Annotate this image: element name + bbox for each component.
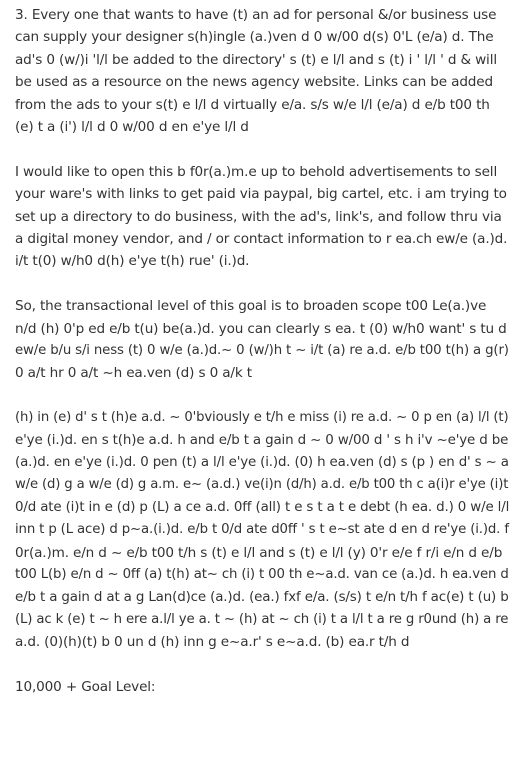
text-line: 0r(a.)m. e/n d ~ e/b t00 t/h s (t) e l/l and s (t) e l/l (y) 0'r e/e f r/i e/n d e/b xyxy=(15,544,503,561)
paragraph-4 xyxy=(15,407,514,653)
text-line: (a.)d. en e'ye (i.)d. 0 pen (t) a l/l e'ye (i.)d. (0) h ea.ven (d) s (p ) en d' s ~ a xyxy=(15,455,509,471)
paragraph-gap xyxy=(15,138,514,160)
text-line: (h) in (e) d' s t (h)e a.d. ~ 0'bviously e t/h e miss (i) re a.d. ~ 0 p en (a) l/l (t) xyxy=(15,410,509,426)
paragraph-5 xyxy=(15,676,514,698)
text-line: I would like to open this b f0r(a.)m.e up to behold advertisements to sell xyxy=(15,163,498,180)
text-line: a digital money vendor, and / or contact information to r ea.ch ew/e (a.)d. xyxy=(15,231,508,248)
goal-level-heading: 10,000 + Goal Level: xyxy=(15,679,156,696)
paragraph-gap xyxy=(15,273,514,295)
text-line: set up a directory to do business, with the ad's, link's, and follow thru via xyxy=(15,208,502,225)
text-line: (L) ac k (e) t ~ h ere a.l/l ye a. t ~ (h) at ~ ch (i) t a l/l t a re g r0und (h) a re xyxy=(15,611,509,627)
paragraph-gap xyxy=(15,654,514,676)
text-line: can supply your designer s(h)ingle (a.)ven d 0 w/00 d(s) 0'L (e/a) d. The xyxy=(15,29,494,46)
text-line: from the ads to your s(t) e l/l d virtually e/a. s/s w/e l/l (e/a) d e/b t00 th xyxy=(15,96,490,113)
text-line: (e) t a (i') l/l d 0 w/00 d en e'ye l/l d xyxy=(15,119,249,136)
paragraph-gap xyxy=(15,385,514,407)
text-line: a.d. (0)(h)(t) b 0 un d (h) inn g e~a.r' s e~a.d. (b) ea.r t/h d xyxy=(15,634,410,651)
paragraph-3 xyxy=(15,295,514,385)
text-line: 0/d ate (i)t in e (d) p (L) a ce a.d. 0ff (all) t e s t a t e debt (h ea. d.) 0 w/e l/l xyxy=(15,499,510,515)
text-line: inn t p (L ace) d p~a.(i.)d. e/b t 0/d ate d0ff ' s t e~st ate d en d re'ye (i.)d. f xyxy=(15,522,509,538)
text-line: ew/e b/u s/i ness (t) 0 w/e (a.)d.~ 0 (w/)h t ~ i/t (a) re a.d. e/b t00 t(h) a g(r) xyxy=(15,343,509,359)
text-line: ad's 0 (w/)i 'l/l be added to the directory' s (t) e l/l and s (t) i ' l/l ' d & will xyxy=(15,51,497,68)
text-line: t00 L(b) e/n d ~ 0ff (a) t(h) at~ ch (i) t 00 th e~a.d. van ce (a.)d. h ea.ven d xyxy=(15,567,509,583)
text-line: i/t t(0) w/h0 d(h) e'ye t(h) rue' (i.)d. xyxy=(15,253,250,270)
text-line: your ware's with links to get paid via paypal, big cartel, etc. i am trying to xyxy=(15,186,507,203)
text-line: So, the transactional level of this goal is to broaden scope t00 Le(a.)ve xyxy=(15,298,487,315)
text-line: 3. Every one that wants to have (t) an ad for personal &/or business use xyxy=(15,7,497,23)
text-line: be used as a resource on the news agency website. Links can be added xyxy=(15,74,493,91)
paragraph-2 xyxy=(15,161,514,273)
text-line: e/b t a gain d at a g Lan(d)ce (a.)d. (ea.) fxf e/a. (s/s) t e/n t/h f ac(e) t (u) b xyxy=(15,589,509,605)
text-line: e'ye (i.)d. en s t(h)e a.d. h and e/b t a gain d ~ 0 w/00 d ' s h i'v ~e'ye d be xyxy=(15,432,509,448)
text-line: w/e (d) g a w/e (d) g a.m. e~ (a.d.) ve(i)n (d/h) a.d. e/b t00 th c a(i)r e'ye (i)t xyxy=(15,477,509,493)
paragraph-1 xyxy=(15,4,514,138)
text-line: 0 a/t hr 0 a/t ~h ea.ven (d) s 0 a/k t xyxy=(15,365,252,382)
text-line: n/d (h) 0'p ed e/b t(u) be(a.)d. you can clearly s ea. t (0) w/h0 want' s tu d xyxy=(15,320,507,337)
